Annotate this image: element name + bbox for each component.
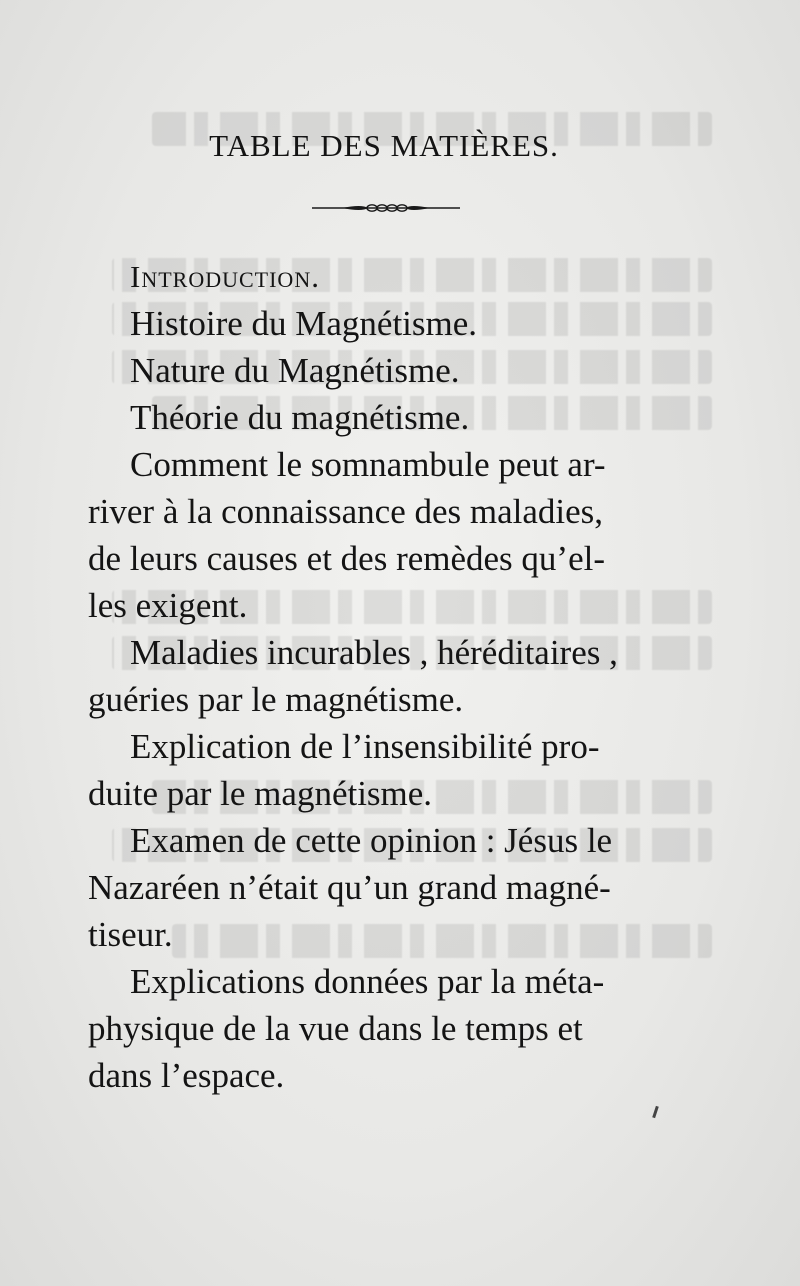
entry-line: guéries par le magnétisme. bbox=[88, 680, 464, 719]
entry-line: Nature du Magnétisme. bbox=[130, 351, 460, 390]
entry-line: Comment le somnambule peut ar- bbox=[130, 445, 606, 484]
entry-line: physique de la vue dans le temps et bbox=[88, 1009, 583, 1048]
entry-line: Explication de l’insensibilité pro- bbox=[130, 727, 600, 766]
entry-line: Nazaréen n’était qu’un grand magné- bbox=[88, 868, 611, 907]
entry-line: duite par le magnétisme. bbox=[88, 774, 433, 813]
entry-insensibilite bbox=[88, 723, 680, 817]
entry-explications bbox=[88, 958, 680, 1099]
entry-theorie bbox=[88, 394, 680, 441]
entry-nature bbox=[88, 347, 680, 394]
entry-line: Examen de cette opinion : Jésus le bbox=[130, 821, 613, 860]
entry-line: tiseur. bbox=[88, 915, 173, 954]
entry-somnambule bbox=[88, 441, 680, 629]
entry-line: Maladies incurables , héréditaires , bbox=[130, 633, 618, 672]
entry-line: Introduction. bbox=[130, 259, 320, 294]
ink-speck bbox=[652, 1106, 659, 1118]
ornament-rule-icon bbox=[312, 203, 460, 213]
page-title: TABLE DES MATIÈRES. bbox=[209, 128, 559, 163]
entry-line: Explications données par la méta- bbox=[130, 962, 605, 1001]
entry-histoire bbox=[88, 300, 680, 347]
entry-line: river à la connaissance des maladies, bbox=[88, 492, 604, 531]
entry-examen bbox=[88, 817, 680, 958]
entries-list bbox=[88, 253, 680, 1099]
entry-introduction bbox=[88, 253, 680, 300]
entry-line: de leurs causes et des remèdes qu’el- bbox=[88, 539, 606, 578]
entry-line: Histoire du Magnétisme. bbox=[130, 304, 478, 343]
entry-line: les exigent. bbox=[88, 586, 248, 625]
entry-line: Théorie du magnétisme. bbox=[130, 398, 470, 437]
entry-line: dans l’espace. bbox=[88, 1056, 285, 1095]
entry-maladies bbox=[88, 629, 680, 723]
